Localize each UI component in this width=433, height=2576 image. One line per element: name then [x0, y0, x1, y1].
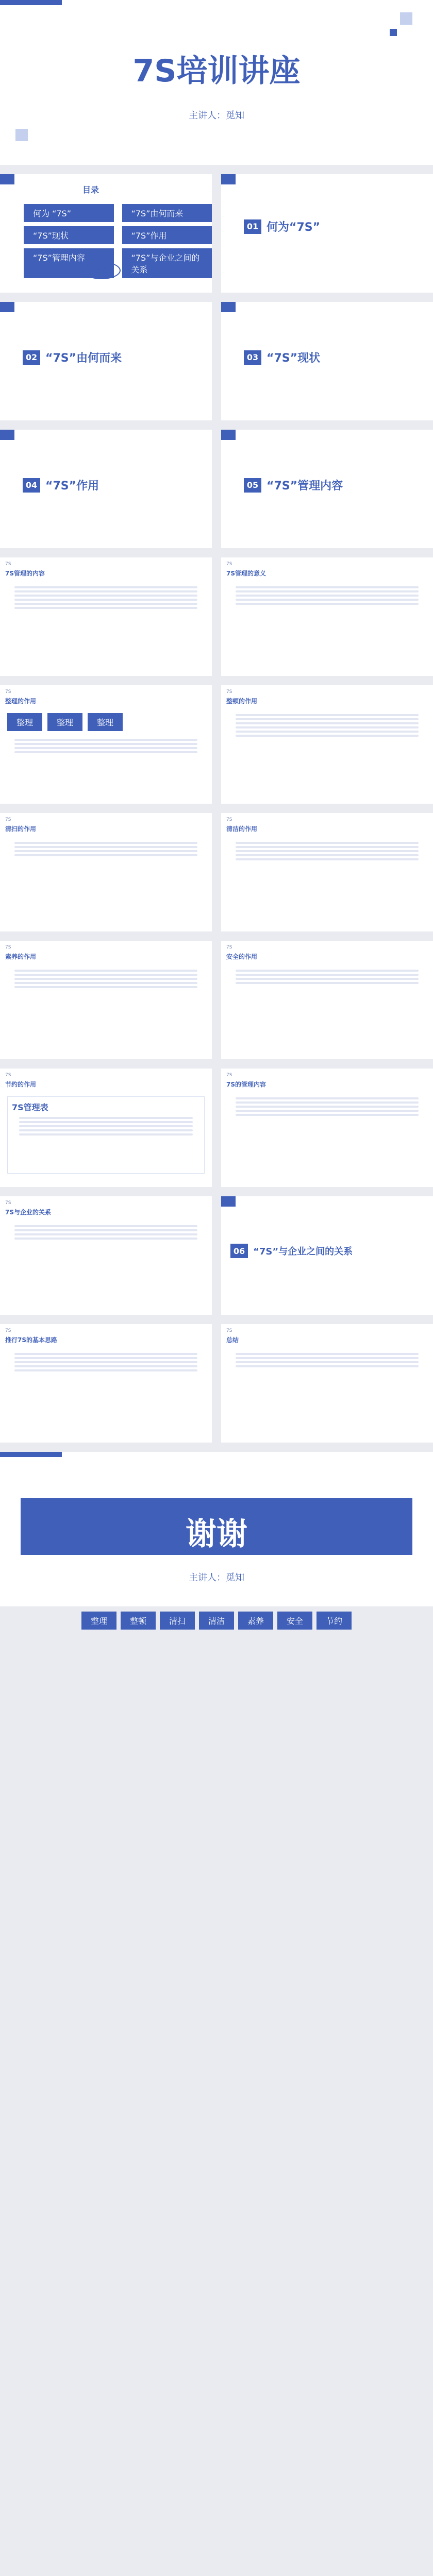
- section-04: [0, 430, 212, 548]
- content-row: [0, 941, 433, 1059]
- section-number: 04: [23, 478, 40, 493]
- slide-title: 7S管理的内容: [5, 570, 45, 577]
- content-slide: [0, 813, 212, 931]
- section-number: 02: [23, 350, 40, 365]
- end-speaker: 主讲人：觅知: [189, 1572, 244, 1583]
- cycle-item: 素养: [238, 1612, 273, 1630]
- section-number: 01: [244, 219, 261, 234]
- toc-center: 7S: [82, 262, 121, 279]
- sections-row: [0, 430, 433, 548]
- slide-title: 安全的作用: [226, 953, 258, 960]
- slide-header: 7S: [5, 817, 11, 822]
- content-row: [0, 813, 433, 931]
- cycle-item: 整理: [81, 1612, 116, 1630]
- slide-title: 7S的管理内容: [226, 1081, 266, 1088]
- slide-title: 推行7S的基本思路: [5, 1336, 57, 1344]
- toc-title: 目录: [82, 185, 99, 195]
- slide-title: 素养的作用: [5, 953, 37, 960]
- cycle-item: 整顿: [121, 1612, 156, 1630]
- section-title: “7S”与企业之间的关系: [253, 1246, 353, 1257]
- toc-row: [0, 174, 433, 293]
- slide-title: 清扫的作用: [5, 825, 37, 833]
- toc-item[interactable]: “7S”由何而来: [122, 204, 212, 222]
- slide-header: 7S: [5, 1073, 11, 1078]
- sections-row: [0, 302, 433, 420]
- slide-title: 7S管理的意义: [226, 570, 266, 577]
- toc-item[interactable]: 何为 “7S”: [24, 204, 114, 222]
- section-03: [221, 302, 433, 420]
- toc-item[interactable]: “7S”现状: [24, 226, 114, 244]
- slide-header: 7S: [226, 1073, 232, 1078]
- cycle-item: 清洁: [199, 1612, 234, 1630]
- content-slide: [0, 941, 212, 1059]
- section-title: “7S”作用: [45, 480, 99, 493]
- section-number: 03: [244, 350, 261, 365]
- toc-item[interactable]: “7S”管理内容: [24, 248, 114, 278]
- table-title: 7S管理表: [12, 1103, 48, 1112]
- section-02: [0, 302, 212, 420]
- end-title: 谢谢: [186, 1516, 247, 1552]
- cycle-list: [0, 1612, 433, 1630]
- content-slide: [221, 941, 433, 1059]
- slide-header: 7S: [5, 1328, 11, 1333]
- sections-row: [0, 1196, 433, 1315]
- content-row: [0, 557, 433, 676]
- slide-header: 7S: [5, 945, 11, 950]
- section-01: [221, 174, 433, 293]
- slide-header: 7S: [226, 689, 232, 694]
- section-title: “7S”现状: [267, 352, 321, 365]
- section-06: [221, 1196, 433, 1315]
- cycle-item: 清扫: [160, 1612, 195, 1630]
- cycle-item: 安全: [277, 1612, 312, 1630]
- slide-header: 7S: [226, 1328, 232, 1333]
- content-slide: [0, 557, 212, 676]
- toc-item[interactable]: “7S”与企业之间的关系: [122, 248, 212, 278]
- content-slide: [221, 1069, 433, 1187]
- content-slide: [0, 1324, 212, 1443]
- pill: 整理: [88, 713, 123, 731]
- section-title: “7S”由何而来: [45, 352, 122, 365]
- content-row: [0, 1324, 433, 1443]
- slide-title: 7S与企业的关系: [5, 1209, 51, 1216]
- content-row: [0, 685, 433, 804]
- slide-header: 7S: [226, 562, 232, 567]
- slide-title: 整顿的作用: [226, 698, 258, 705]
- content-slide: [0, 1196, 212, 1315]
- section-05: [221, 430, 433, 548]
- section-number: 05: [244, 478, 261, 493]
- slide-title: 总结: [226, 1336, 239, 1344]
- slide-header: 7S: [226, 945, 232, 950]
- cover-title: 7S培训讲座: [132, 53, 301, 89]
- slide-title: 节约的作用: [5, 1081, 37, 1088]
- slide-title: 整理的作用: [5, 698, 37, 705]
- cycle-item: 节约: [317, 1612, 352, 1630]
- section-title: “7S”管理内容: [267, 480, 343, 493]
- cover-speaker: 主讲人：觅知: [189, 110, 244, 121]
- content-slide: [221, 813, 433, 931]
- cover-slide: [0, 0, 433, 165]
- pill: 整理: [7, 713, 42, 731]
- slide-title: 清洁的作用: [226, 825, 258, 833]
- section-number: 06: [230, 1244, 248, 1258]
- toc-item[interactable]: “7S”作用: [122, 226, 212, 244]
- content-slide: [221, 557, 433, 676]
- end-slide: [0, 1452, 433, 1606]
- content-slide: [221, 1324, 433, 1443]
- slide-header: 7S: [5, 1200, 11, 1206]
- slide-header: 7S: [5, 689, 11, 694]
- content-slide: [0, 1069, 212, 1187]
- pill: 整理: [47, 713, 82, 731]
- content-slide: [0, 685, 212, 804]
- content-row: [0, 1069, 433, 1187]
- toc-slide: [0, 174, 212, 293]
- table-card: [7, 1096, 205, 1174]
- slide-header: 7S: [5, 562, 11, 567]
- section-title: 何为“7S”: [267, 221, 321, 234]
- slide-header: 7S: [226, 817, 232, 822]
- content-slide: [221, 685, 433, 804]
